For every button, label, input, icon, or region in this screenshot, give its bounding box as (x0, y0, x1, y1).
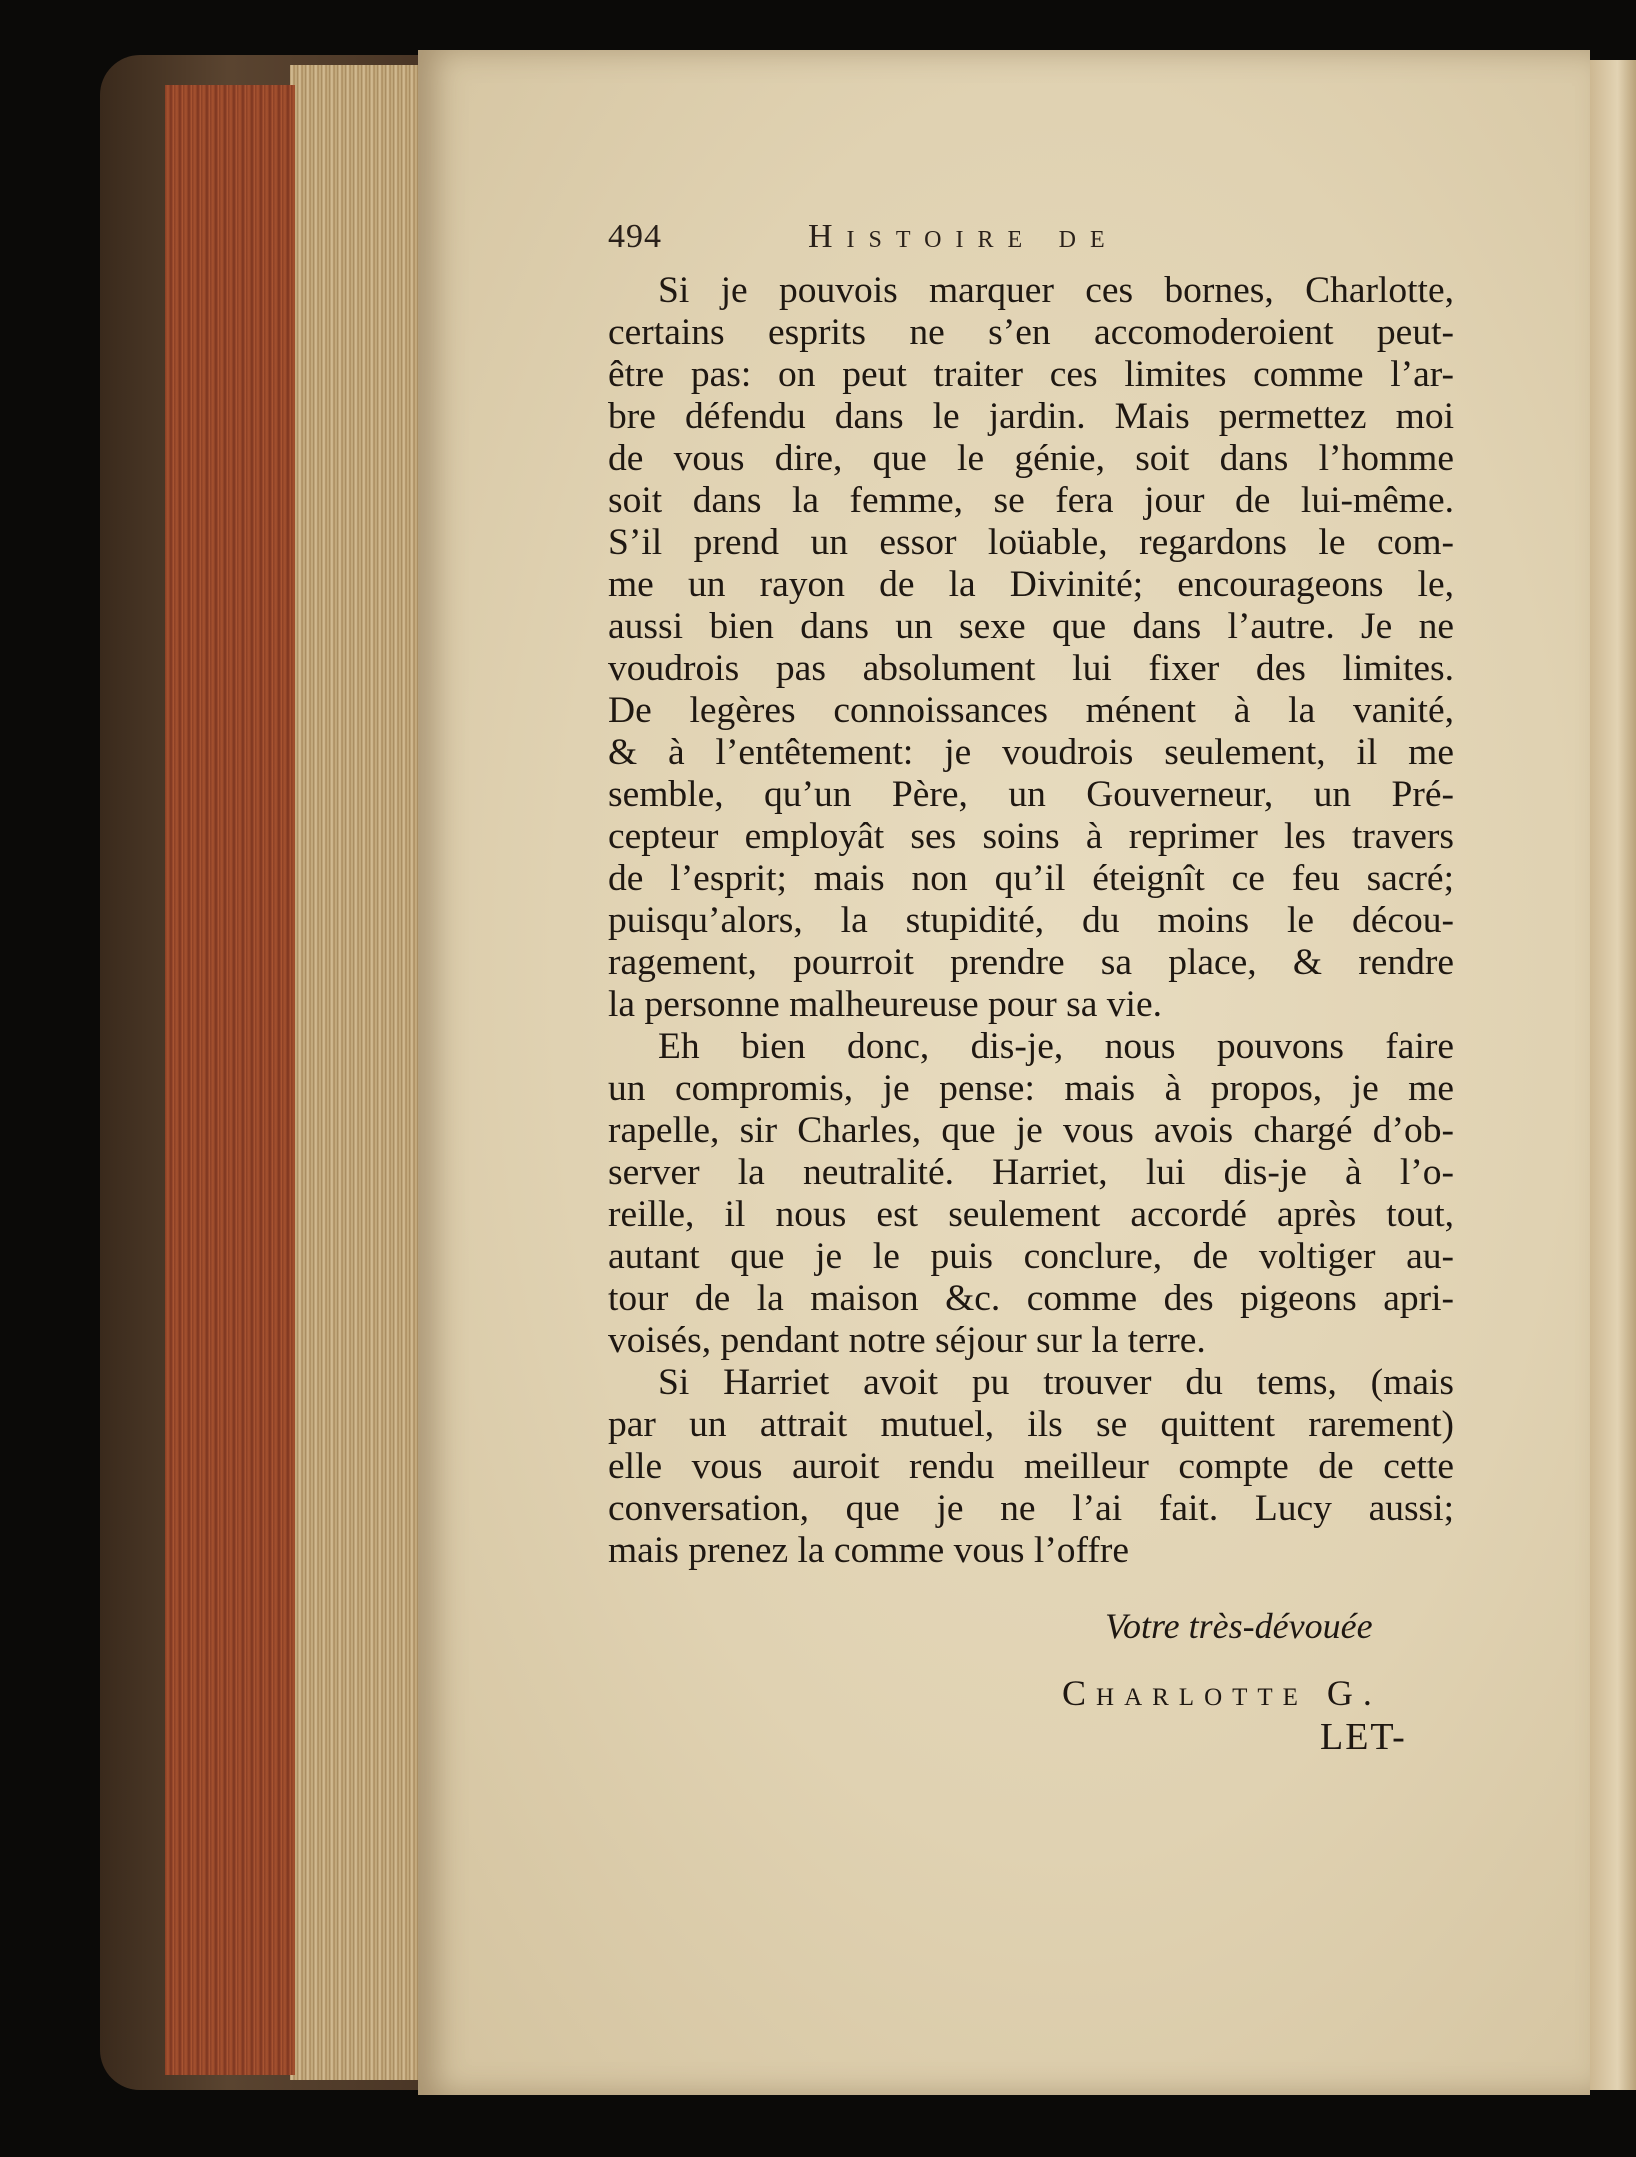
text-line: de l’esprit; mais non qu’il éteignît ce feu sacré; (608, 858, 1454, 899)
text-line: soit dans la femme, se fera jour de lui-même. (608, 480, 1454, 521)
body-text (608, 270, 1454, 1572)
text-line: semble, qu’un Père, un Gouverneur, un Pré- (608, 774, 1454, 815)
text-line: me un rayon de la Divinité; encourageons le, (608, 564, 1454, 605)
text-line: un compromis, je pense: mais à propos, je me (608, 1068, 1454, 1109)
text-line: S’il prend un essor loüable, regardons le com- (608, 522, 1454, 563)
catchword: LET- (1320, 1716, 1407, 1758)
text-line: tour de la maison &c. comme des pigeons apri- (608, 1278, 1454, 1319)
running-title: Histoire de (808, 218, 1119, 255)
facing-page-edge (1590, 60, 1636, 2090)
text-line: Eh bien donc, dis-je, nous pouvons faire (658, 1026, 1454, 1067)
text-line: server la neutralité. Harriet, lui dis-je à l’o- (608, 1152, 1454, 1193)
text-line: mais prenez la comme vous l’offre (608, 1530, 1129, 1571)
text-line: autant que je le puis conclure, de voltiger au- (608, 1236, 1454, 1277)
text-line: bre défendu dans le jardin. Mais permettez moi (608, 396, 1454, 437)
text-line: De legères connoissances ménent à la vanité, (608, 690, 1454, 731)
text-line: de vous dire, que le génie, soit dans l’homme (608, 438, 1454, 479)
red-page-edge (165, 85, 295, 2075)
running-head (608, 218, 1440, 258)
text-line: ragement, pourroit prendre sa place, & rendre (608, 942, 1454, 983)
text-line: aussi bien dans un sexe que dans l’autre. Je ne (608, 606, 1454, 647)
text-line: puisqu’alors, la stupidité, du moins le décou- (608, 900, 1454, 941)
text-line: la personne malheureuse pour sa vie. (608, 984, 1162, 1025)
text-line: reille, il nous est seulement accordé après tout, (608, 1194, 1454, 1235)
text-line: voisés, pendant notre séjour sur la terre. (608, 1320, 1206, 1361)
text-line: cepteur employât ses soins à reprimer les travers (608, 816, 1454, 857)
text-line: être pas: on peut traiter ces limites comme l’ar- (608, 354, 1454, 395)
text-line: par un attrait mutuel, ils se quittent rarement) (608, 1404, 1454, 1445)
page-number: 494 (608, 218, 662, 255)
text-line: certains esprits ne s’en accomoderoient peut- (608, 312, 1454, 353)
page-edges (290, 65, 420, 2080)
letter-signature: Charlotte G. (1062, 1673, 1382, 1713)
text-line: Si Harriet avoit pu trouver du tems, (mais (658, 1362, 1454, 1403)
text-line: conversation, que je ne l’ai fait. Lucy aussi; (608, 1488, 1454, 1529)
text-line: Si je pouvois marquer ces bornes, Charlotte, (658, 270, 1454, 311)
text-line: & à l’entêtement: je voudrois seulement, il me (608, 732, 1454, 773)
text-line: voudrois pas absolument lui fixer des limites. (608, 648, 1454, 689)
letter-closing: Votre très-dévouée (1105, 1606, 1373, 1646)
text-line: rapelle, sir Charles, que je vous avois chargé d’ob- (608, 1110, 1454, 1151)
text-line: elle vous auroit rendu meilleur compte de cette (608, 1446, 1454, 1487)
